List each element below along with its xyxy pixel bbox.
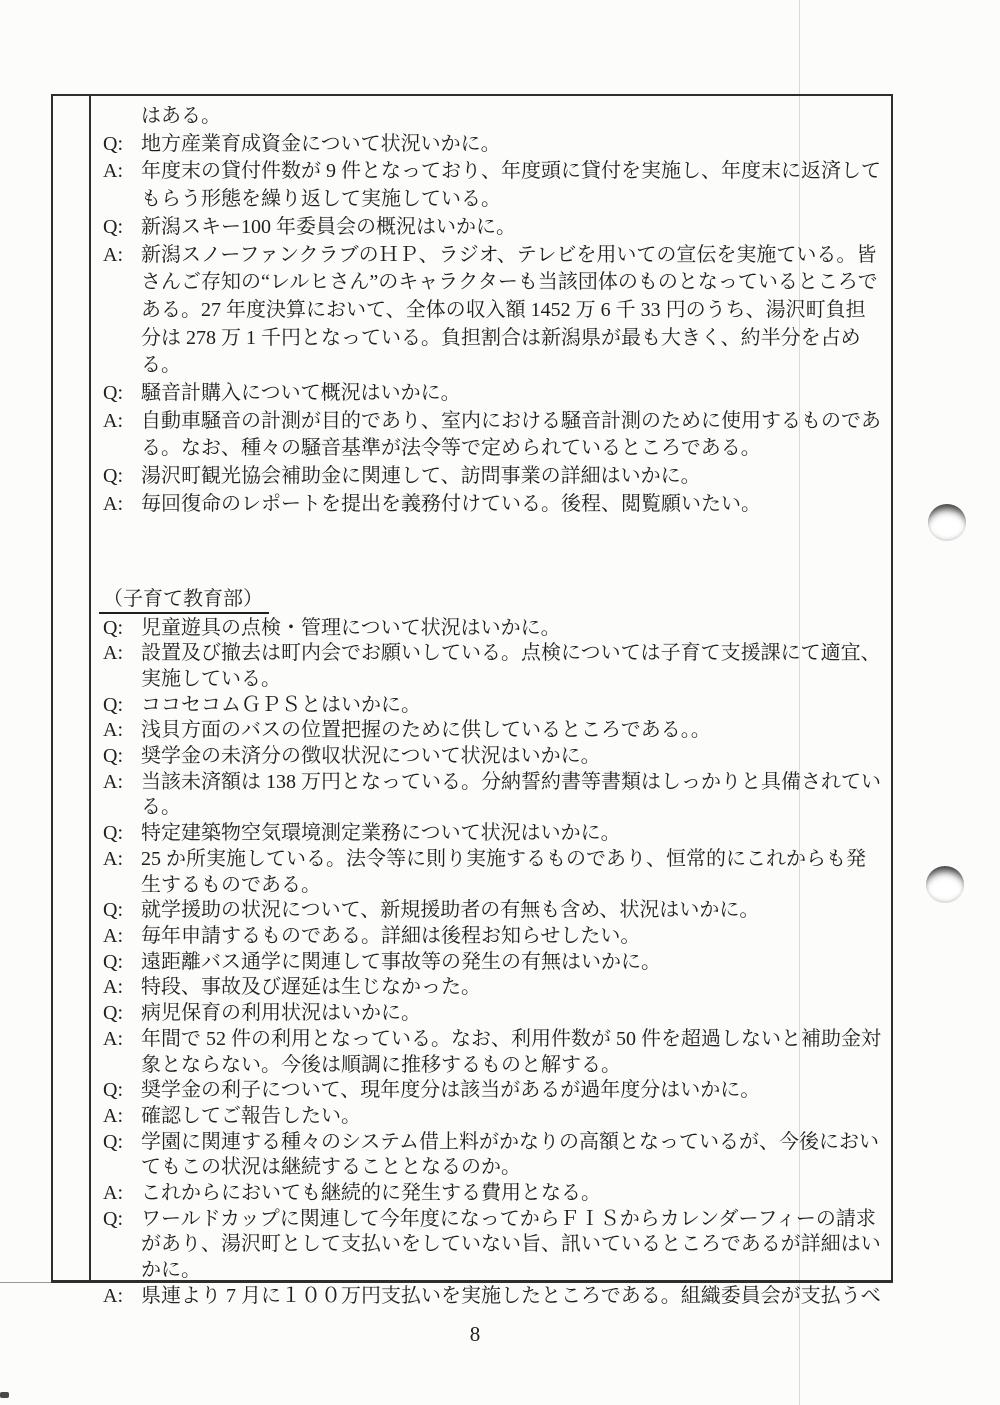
qa-section-kosodate-kyoikubu <box>103 616 883 1310</box>
qa-label: A: <box>103 847 123 870</box>
question-row <box>103 1130 883 1181</box>
question-row <box>103 214 883 242</box>
qa-text: ワールドカップに関連して今年度になってからＦＩＳからカレンダーフィーの請求があり、湯沢町として支払いをしていない旨、訊いているところであるが詳細はいかに。 <box>141 1207 881 1282</box>
question-row <box>103 1207 883 1284</box>
qa-label: Q: <box>103 822 123 845</box>
qa-label: A: <box>103 243 123 266</box>
qa-label: Q: <box>103 1130 123 1153</box>
qa-label: Q: <box>103 1207 123 1230</box>
qa-text: 特定建築物空気環境測定業務について状況はいかに。 <box>141 822 621 845</box>
qa-label: Q: <box>103 899 123 922</box>
qa-label: A: <box>103 924 123 947</box>
qa-text: 奨学金の利子について、現年度分は該当があるが過年度分はいかに。 <box>141 1079 761 1102</box>
answer-row <box>103 491 883 519</box>
qa-label: A: <box>103 1104 123 1127</box>
qa-text: 地方産業育成資金について状況いかに。 <box>141 132 501 155</box>
qa-label: A: <box>103 770 123 793</box>
qa-label: Q: <box>103 465 123 488</box>
qa-label: Q: <box>103 745 123 768</box>
qa-label: A: <box>103 642 123 665</box>
qa-text: 浅貝方面のバスの位置把握のために供しているところである。。 <box>141 719 711 742</box>
qa-text: これからにおいても継続的に発生する費用となる。 <box>141 1182 601 1205</box>
answer-row <box>103 924 883 950</box>
qa-label: Q: <box>103 1079 123 1102</box>
question-row <box>103 616 883 642</box>
answer-row <box>103 1027 883 1078</box>
qa-label: Q: <box>103 693 123 716</box>
answer-row <box>103 1104 883 1130</box>
answer-row <box>103 975 883 1001</box>
qa-label: A: <box>103 409 123 432</box>
answer-row <box>103 847 883 898</box>
minutes-text <box>103 103 883 1310</box>
question-row <box>103 744 883 770</box>
qa-text: 25 か所実施している。法令等に則り実施するものであり、恒常的にこれからも発生するものである。 <box>141 847 866 896</box>
question-row <box>103 898 883 924</box>
qa-text: 確認してご報告したい。 <box>141 1104 361 1127</box>
bottom-rule-extension <box>0 1282 51 1283</box>
qa-text: 遠距離バス通学に関連して事故等の発生の有無はいかに。 <box>141 950 661 973</box>
binder-punch-hole-top <box>928 504 966 541</box>
qa-label: A: <box>103 1027 123 1050</box>
answer-row <box>103 770 883 821</box>
qa-text: 学園に関連する種々のシステム借上料がかなりの高額となっているが、今後においてもこの状況は継続することとなるのか。 <box>141 1130 879 1179</box>
qa-label: Q: <box>103 382 123 405</box>
qa-label: Q: <box>103 1002 123 1025</box>
qa-label: A: <box>103 492 123 515</box>
qa-text: 新潟スノーファンクラブのＨＰ、ラジオ、テレビを用いての宣伝を実施ている。皆さんご存知の“レルヒさん”のキャラクターも当該団体のものとなっているところである。27 年度決算において、全体の収入額 1452 万 6 千 33 円のうち、湯沢町負担分は 278 万 1 千円となっている。負担割合は新潟県が最も大きく、約半分を占める。 <box>141 243 878 377</box>
question-row <box>103 131 883 159</box>
continuation-line <box>103 103 883 131</box>
qa-label: Q: <box>103 616 123 639</box>
qa-text: 児童遊具の点検・管理について状況はいかに。 <box>141 616 561 639</box>
qa-label: Q: <box>103 950 123 973</box>
question-row <box>103 463 883 491</box>
question-row <box>103 1001 883 1027</box>
qa-text: 病児保育の利用状況はいかに。 <box>141 1002 421 1025</box>
qa-text: 特段、事故及び遅延は生じなかった。 <box>141 976 481 999</box>
question-row <box>103 1078 883 1104</box>
qa-label: A: <box>103 719 123 742</box>
qa-label: A: <box>103 976 123 999</box>
qa-label: Q: <box>103 132 123 155</box>
qa-text: 騒音計購入について概況はいかに。 <box>141 382 461 405</box>
qa-text: 新潟スキー100 年委員会の概況はいかに。 <box>141 215 516 238</box>
qa-text: 年間で 52 件の利用となっている。なお、利用件数が 50 件を超過しないと補助金対象とならない。今後は順調に推移するものと解する。 <box>141 1027 881 1076</box>
answer-row <box>103 242 883 381</box>
answer-row <box>103 1181 883 1207</box>
answer-row <box>103 718 883 744</box>
qa-text: 自動車騒音の計測が目的であり、室内における騒音計測のために使用するものである。なお、種々の騒音基準が法令等で定められているところである。 <box>141 409 881 460</box>
qa-text: 年度末の貸付件数が 9 件となっており、年度頭に貸付を実施し、年度末に返済してもらう形態を繰り返して実施している。 <box>141 160 881 211</box>
section-heading-kosodate-kyoikubu: （子育て教育部） <box>99 587 269 614</box>
qa-text: 設置及び撤去は町内会でお願いしている。点検については子育て支援課にて適宜、実施している。 <box>141 642 881 690</box>
answer-row <box>103 408 883 463</box>
qa-text: はある。 <box>141 105 221 127</box>
qa-label: A: <box>103 1182 123 1205</box>
qa-section-general <box>103 103 883 519</box>
scan-artifact-speck <box>0 1392 9 1398</box>
qa-text: 県連より 7 月に１００万円支払いを実施したところである。組織委員会が支払うべ <box>141 1284 881 1307</box>
question-row <box>103 380 883 408</box>
content-frame <box>51 94 893 1307</box>
qa-text: 就学援助の状況について、新規援助者の有無も含め、状況はいかに。 <box>141 899 760 922</box>
binder-punch-hole-bottom <box>926 866 964 903</box>
question-row <box>103 821 883 847</box>
answer-row <box>103 158 883 213</box>
qa-text: 湯沢町観光協会補助金に関連して、訪問事業の詳細はいかに。 <box>141 465 701 488</box>
qa-label: A: <box>103 160 123 183</box>
page-number: 8 <box>469 1322 481 1346</box>
qa-text: 毎回復命のレポートを提出を義務付けている。後程、閲覧願いたい。 <box>141 492 761 515</box>
qa-text: 毎年申請するものである。詳細は後程お知らせしたい。 <box>141 924 641 947</box>
question-row <box>103 693 883 719</box>
qa-text: 奨学金の未済分の徴収状況について状況はいかに。 <box>141 745 601 768</box>
qa-text: ココセコムＧＰＳとはいかに。 <box>141 693 421 716</box>
answer-row <box>103 1284 883 1310</box>
question-row <box>103 950 883 976</box>
qa-label: A: <box>103 1284 123 1307</box>
margin-column-rule <box>89 96 91 1280</box>
answer-row <box>103 641 883 692</box>
qa-label: Q: <box>103 215 123 238</box>
qa-text: 当該未済額は 138 万円となっている。分納誓約書等書類はしっかりと具備されている。 <box>141 770 881 819</box>
